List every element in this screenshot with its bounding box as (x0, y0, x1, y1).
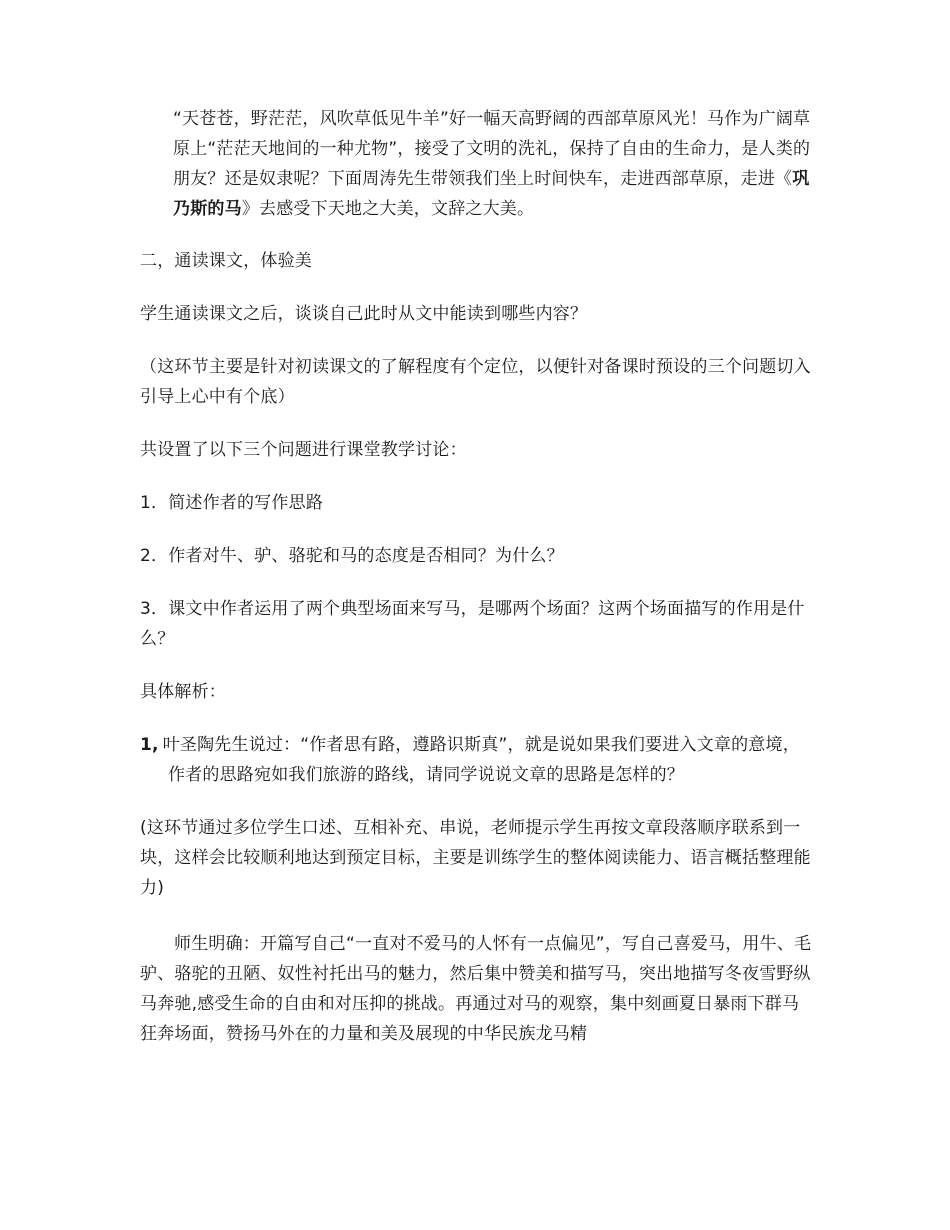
student-task: 学生通读课文之后，谈谈自己此时从文中能读到哪些内容？ (140, 304, 588, 324)
analysis-item-1 (140, 730, 816, 790)
intro-bold-title: 巩乃斯的马 (173, 169, 810, 219)
analysis-item-1-text: 叶圣陶先生说过：“作者思有路，遵路识斯真”，就是说如果我们要进入文章的意境，作者的思路宛如我们旅游的路线，请同学说说文章的思路是怎样的？ (162, 735, 800, 785)
section-heading: 二，通读课文，体验美 (140, 251, 312, 271)
analysis-heading: 具体解析： (140, 682, 226, 702)
analysis-item-1-number: 1, (140, 735, 159, 755)
intro-paragraph (140, 104, 816, 224)
intro-text-before: “天苍苍，野茫茫，风吹草低见牛羊”好一幅天高野阔的西部草原风光！马作为广阔草原上“茫茫天地间的一种尤物”，接受了文明的洗礼，保持了自由的生命力，是人类的朋友？还是奴隶呢？下面周涛先生带领我们坐上时间快车，走进西部草原，走进《 (173, 109, 811, 189)
question-item-1: 1．简述作者的写作思路 (140, 493, 324, 513)
question-item-2: 2．作者对牛、驴、骆驼和马的态度是否相同？为什么？ (140, 546, 564, 566)
note-paragraph-2: (这环节通过多位学生口述、互相补充、串说，老师提示学生再按文章段落顺序联系到一块，这样会比较顺利地达到预定目标，主要是训练学生的整体阅读能力、语言概括整理能力) (140, 818, 811, 898)
answer-paragraph: 师生明确：开篇写自己“一直对不爱马的人怀有一点偏见”，写自己喜爱马，用牛、毛驴、骆驼的丑陋、奴性衬托出马的魅力，然后集中赞美和描写马，突出地描写冬夜雪野纵马奔驰,感受生命的自由和对压抑的挑战。再通过对马的观察，集中刻画夏日暴雨下群马狂奔场面，赞扬马外在的力量和美及展现的中华民族龙马精 (140, 934, 812, 1044)
note-paragraph-1: （这环节主要是针对初读课文的了解程度有个定位，以便针对备课时预设的三个问题切入引导上心中有个底） (140, 357, 811, 407)
intro-text-after: 》去感受下天地之大美，文辞之大美。 (241, 199, 535, 219)
questions-intro: 共设置了以下三个问题进行课堂教学讨论： (140, 440, 467, 460)
question-item-3: 3．课文中作者运用了两个典型场面来写马，是哪两个场面？这两个场面描写的作用是什么？ (140, 599, 805, 649)
